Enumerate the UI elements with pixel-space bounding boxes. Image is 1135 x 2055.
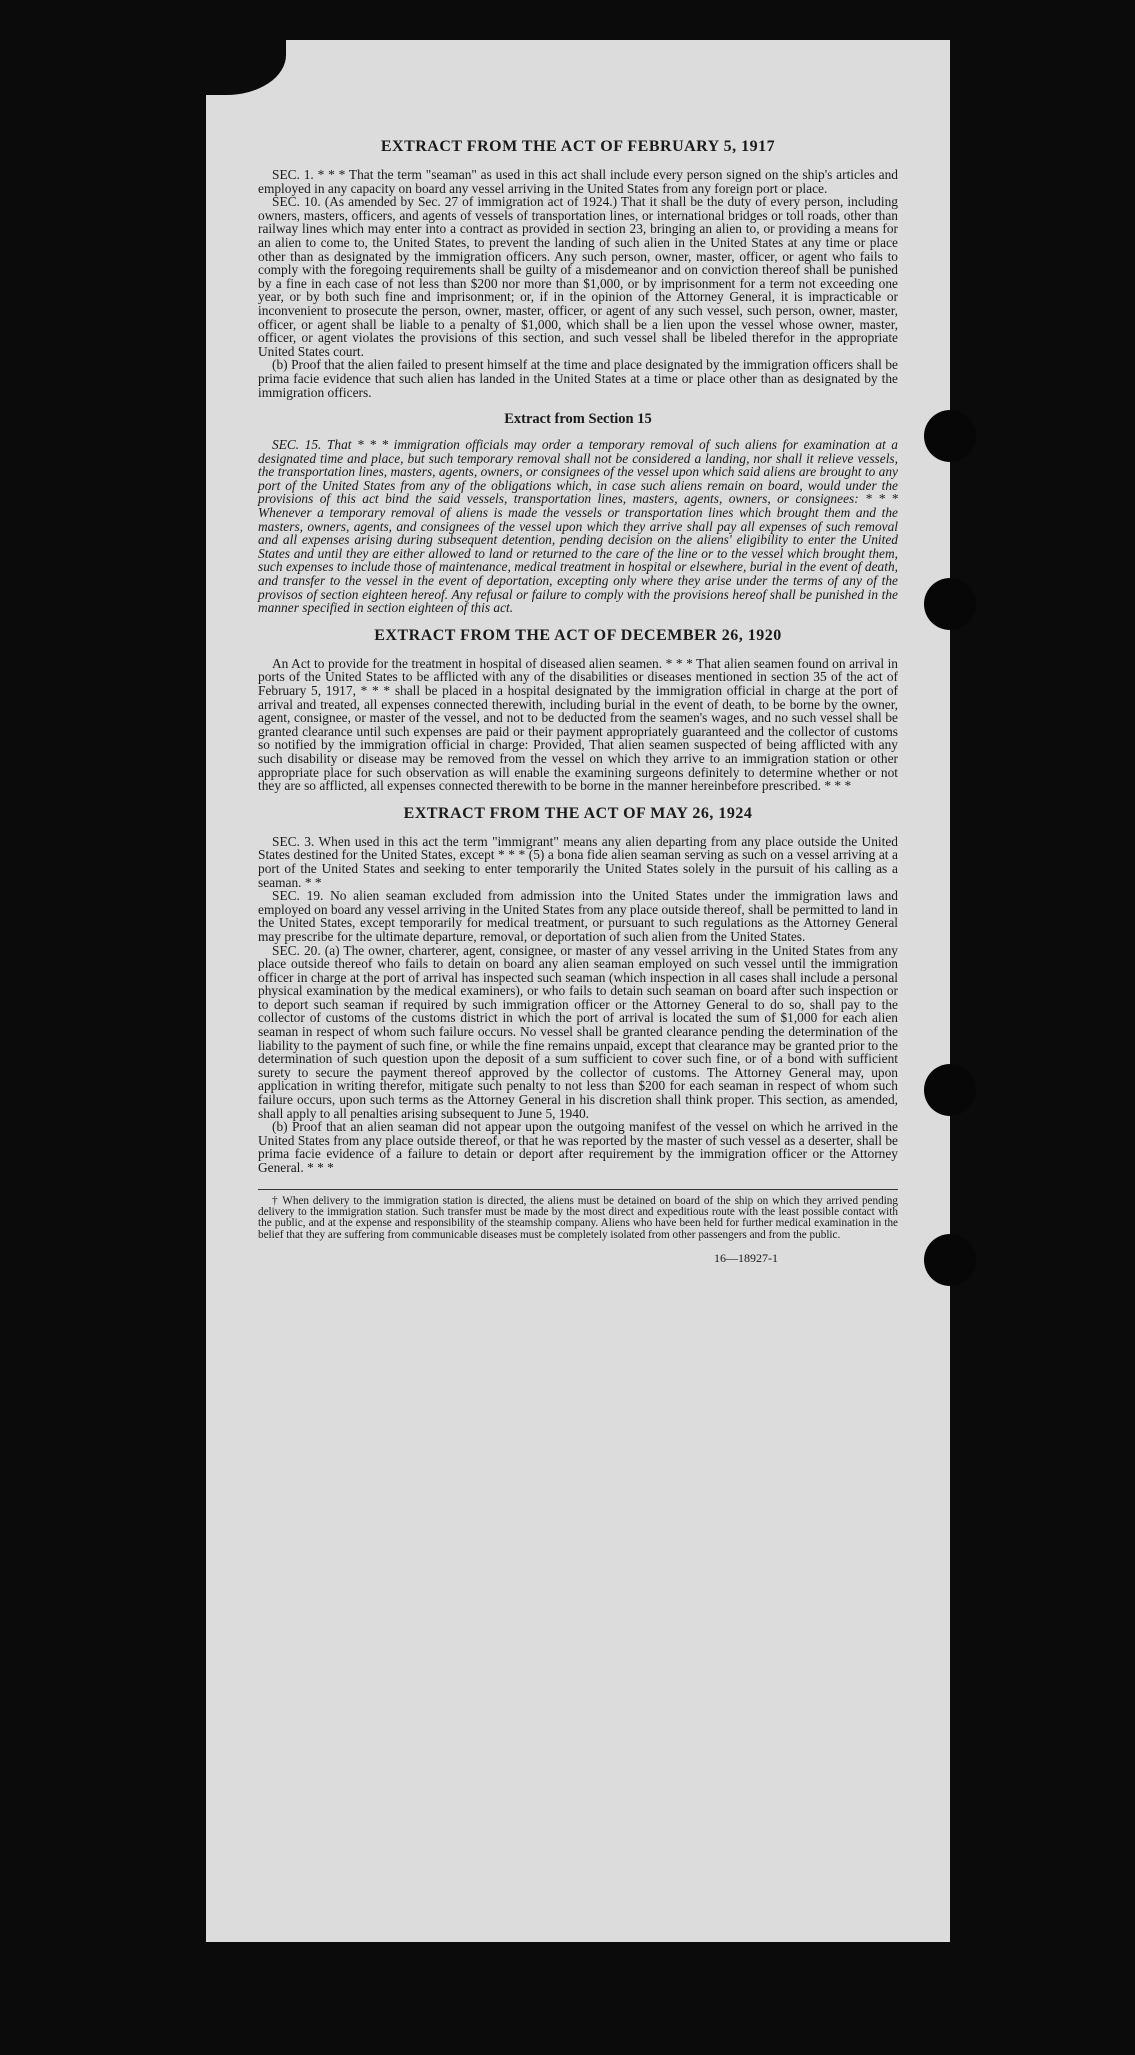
punch-hole [924,1234,976,1286]
section-15 [258,411,898,615]
paragraph: SEC. 3. When used in this act the term "immigrant" means any alien departing from any place outside the United States destined for the United States, except * * * (5) a bona fide alien seaman serving as such on a vessel arriving at a port of the United States and seeking to enter temporarily the United States solely in the pursuit of his calling as a seaman. * * [258,833,898,890]
form-number: 16—18927-1 [714,1251,778,1266]
document-page [206,40,950,1942]
paragraph: (b) Proof that an alien seaman did not appear upon the outgoing manifest of the vessel on which he arrived in the United States from any place outside thereof, or that he was reported by the master of such vessel as a deserter, shall be prima facie evidence of a failure to detain or deport after requirement by the immigration officer or the Attorney General. * * * [258,1119,898,1175]
punch-hole [924,410,976,462]
paragraph: SEC. 19. No alien seaman excluded from admission into the United States under the immigration laws and employed on board any vessel arriving in the United States from any place outside thereof, shall be permitted to land in the United States, except temporarily for medical treatment, or pursuant to such regulations as the Attorney General may prescribe for the ultimate departure, removal, or deportation of such alien from the United States. [258,888,898,944]
paragraph: (b) Proof that the alien failed to present himself at the time and place designated by the immigration officers shall be prima facie evidence that such alien has landed in the United States at a time or place other than as designated by the immigration officers. [258,357,898,400]
section-heading: EXTRACT FROM THE ACT OF MAY 26, 1924 [403,804,753,822]
torn-corner [206,40,286,95]
section-may-1924 [258,805,898,1175]
paragraph: SEC. 20. (a) The owner, charterer, agent, consignee, or master of any vessel arriving in the United States from any place outside thereof who fails to detain on board any alien seaman employed on such vessel until the immigration officer in charge at the port of arrival has inspected such seaman (which inspection in all cases shall include a personal physical examination by the medical examiners), or who fails to detain such seaman on board after such inspection or to deport such seaman if required by such immigration officer or the Attorney General to do so, shall pay to the collector of customs of the customs district in which the port of arrival is located the sum of $1,000 for each alien seaman in respect of whom such failure occurs. No vessel shall be granted clearance pending the determination of the liability to the payment of such fine, or while the fine remains unpaid, except that clearance may be granted prior to the determination of such question upon the deposit of a sum sufficient to cover such fine, or of a bond with sufficient surety to secure the payment thereof approved by the collector of customs. The Attorney General may, upon application in writing therefor, mitigate such penalty to not less than $200 for each seaman in respect of whom such failure occurs, upon such terms as the Attorney General in his discretion shall think proper. This section, as amended, shall apply to all penalties arising subsequent to June 5, 1940. [258,942,898,1121]
paragraph: An Act to provide for the treatment in hospital of diseased alien seamen. * * * That alien seamen found on arrival in ports of the United States to be afflicted with any of the disabilities or diseases mentioned in section 35 of the act of February 5, 1917, * * * shall be placed in a hospital designated by the immigration official in charge at the port of arrival and treated, all expenses connected therewith, including burial in the event of death, to be borne by the owner, agent, consignee, or master of the vessel, and not to be deducted from the seamen's wages, and no such vessel shall be granted clearance until such expenses are paid or their payment appropriately guaranteed and the collector of customs so notified by the immigration official in charge: Provided, That alien seamen suspected of being afflicted with any such disability or disease may be removed from the vessel on which they arrive to an immigration station or other appropriate place for such observation as will enable the examining surgeons definitely to determine whether or not they are so afflicted, all expenses connected therewith to be borne in the manner hereinbefore prescribed. * * * [258,655,898,794]
paragraph: SEC. 1. * * * That the term "seaman" as used in this act shall include every person signed on the ship's articles and employed in any capacity on board any vessel arriving in the United States from any foreign port or place. [258,167,898,196]
section-dec-1920 [258,627,898,793]
footnote [258,1189,898,1242]
section-heading: EXTRACT FROM THE ACT OF DECEMBER 26, 1920 [374,626,782,644]
section-feb-1917 [258,138,898,399]
punch-hole [924,1064,976,1116]
section-heading: Extract from Section 15 [504,411,652,428]
footnote-text: † When delivery to the immigration station is directed, the aliens must be detained on board of the ship on which they arrived pending delivery to the immigration station. Such transfer must be made by the most direct and expeditious route with the least possible contact with the public, and at the expense and responsibility of the steamship company. Aliens who have been held for further medical examination in the belief that they are suffering from communicable diseases must be completely isolated from other passengers and from the public. [258,1194,898,1241]
paragraph: SEC. 15. That * * * immigration officials may order a temporary removal of such aliens for examination at a designated time and place, but such temporary removal shall not be considered a landing, nor shall it relieve vessels, the transportation lines, masters, agents, owners, or consignees of the vessel upon which said aliens are brought to any port of the United States from any of the obligations which, in case such aliens remain on board, would under the provisions of this act bind the said vessels, transportation lines, masters, agents, owners, or consignees: * * * Whenever a temporary removal of aliens is made the vessels or transportation lines which brought them and the masters, owners, agents, and consignees of the vessel upon which they arrive shall pay all expenses of such removal and all expenses arising during subsequent detention, pending decision on the aliens' eligibility to enter the United States and until they are either allowed to land or returned to the care of the line or to the vessel which brought them, such expenses to include those of maintenance, medical treatment in hospital or elsewhere, burial in the event of death, and transfer to the vessel in the event of deportation, excepting only where they arise under the terms of any of the provisos of section eighteen hereof. Any refusal or failure to comply with the provisions hereof shall be punished in the manner specified in section eighteen of this act. [258,437,898,616]
paragraph: SEC. 10. (As amended by Sec. 27 of immigration act of 1924.) That it shall be the duty of every person, including owners, masters, officers, and agents of vessels of transportation lines, or international bridges or toll roads, other than railway lines which may enter into a contract as provided in section 23, bringing an alien to, or providing a means for an alien to come to, the United States, to prevent the landing of such alien in the United States at any time or place other than as designated by the immigration officers. Any such person, owner, master, officer, or agent who fails to comply with the foregoing requirements shall be guilty of a misdemeanor and on conviction thereof shall be punished by a fine in each case of not less than $200 nor more than $1,000, or by imprisonment for a term not exceeding one year, or by both such fine and imprisonment; or, if in the opinion of the Attorney General, it is impracticable or inconvenient to prosecute the person, owner, master, officer, or agent of any such vessel, such person, owner, master, officer, or agent shall be liable to a penalty of $1,000, which shall be a lien upon the vessel whose owner, master, officer, or agent violates the provisions of this section, and such vessel shall be libeled therefor in the appropriate United States court. [258,194,898,359]
section-heading: EXTRACT FROM THE ACT OF FEBRUARY 5, 1917 [380,138,776,155]
punch-hole [924,578,976,630]
